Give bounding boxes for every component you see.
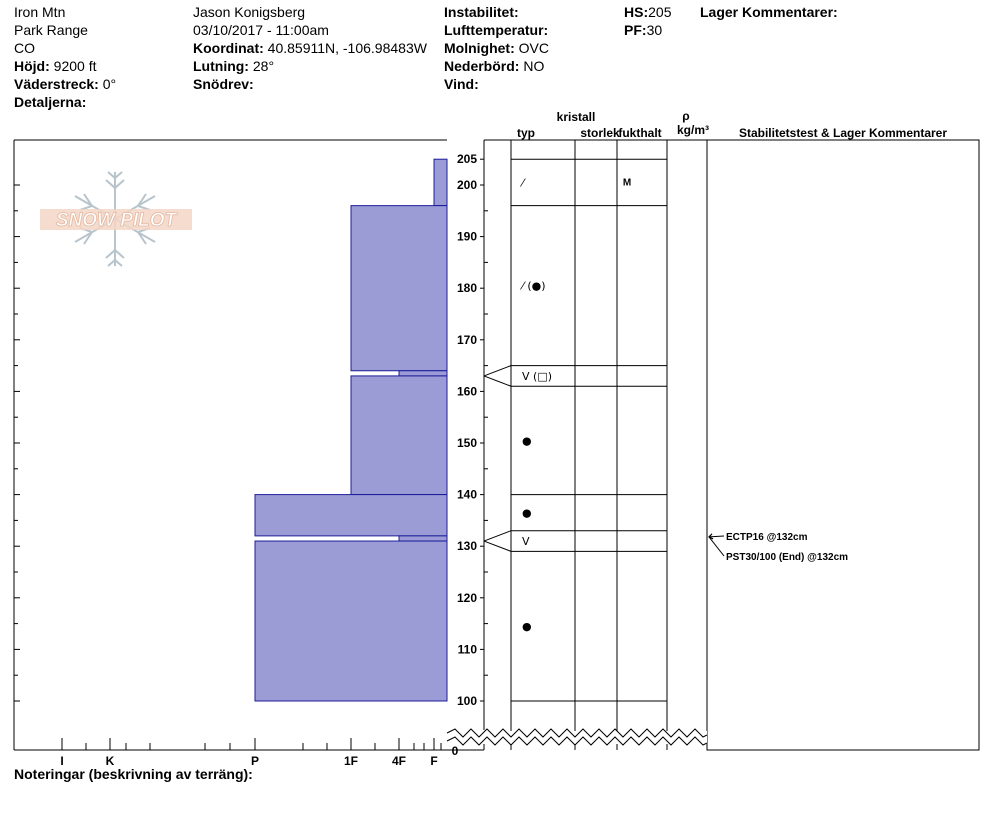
notes-label: Noteringar (beskrivning av terräng): [14, 766, 253, 782]
grain-symbol: ⁄ [522, 176, 524, 190]
hardness-tick-label: 1F [343, 754, 359, 768]
cloud-label: Molnighet: [444, 40, 515, 56]
height-tick-label: 110 [457, 642, 477, 657]
layer-connector [484, 531, 511, 541]
layer-connector [484, 366, 511, 376]
elevation-label: Höjd: [14, 58, 50, 74]
hs-label: HS: [624, 4, 649, 20]
range-name: Park Range [14, 22, 88, 38]
precip-label: Nederbörd: [444, 58, 520, 74]
axis-break-label: 0 [451, 744, 459, 758]
coordinates-label: Koordinat: [193, 40, 264, 56]
aspect-value: 0° [102, 76, 117, 92]
hardness-tick-label: P [250, 754, 260, 768]
height-tick-label: 200 [456, 178, 477, 192]
height-tick-label: 100 [456, 694, 477, 708]
state-name: CO [14, 40, 35, 56]
hardness-axis [14, 738, 441, 768]
hardness-bar [351, 376, 447, 495]
stability-pointer [709, 536, 724, 537]
hardness-bar [351, 206, 447, 371]
stability-test-label: PST30/100 (End) @132cm [726, 552, 849, 563]
snowpilot-logo [40, 172, 192, 266]
wind-label: Vind: [444, 76, 479, 92]
aspect-label: Väderstreck: [14, 76, 99, 92]
height-tick-label: 180 [456, 281, 477, 296]
hardness-bar [434, 159, 447, 205]
col-header-moisture: fukthalt [618, 126, 662, 140]
hardness-bars [255, 159, 447, 701]
precip-value: NO [523, 58, 545, 74]
layer-connector [484, 376, 511, 386]
height-tick-label: 190 [456, 229, 477, 244]
hardness-tick-label: 4F [391, 754, 407, 768]
pf-value: 30 [646, 22, 663, 38]
observation-datetime: 03/10/2017 - 11:00am [193, 22, 329, 38]
grain-symbol: ● [522, 620, 532, 634]
grain-symbol: ● [522, 434, 532, 448]
observer-name: Jason Konigsberg [193, 4, 306, 20]
slope-label: Lutning: [193, 58, 249, 74]
stability-pointer [709, 537, 724, 556]
height-tick-label: 130 [456, 539, 477, 554]
left-ticks [14, 185, 20, 701]
slope-value: 28° [252, 58, 275, 74]
cloud-value: OVC [518, 40, 549, 56]
col-header-type: typ [517, 126, 535, 140]
hardness-bar [255, 541, 447, 701]
col-header-size: storlek [580, 126, 620, 140]
hardness-bar [399, 536, 447, 541]
grain-symbol: V [522, 535, 530, 549]
col-header-crystal: kristall [556, 110, 596, 124]
logo-text: SNOW PILOT [55, 210, 177, 231]
height-tick-label: 140 [456, 487, 477, 502]
height-tick-label: 120 [456, 590, 477, 605]
stability-tests [709, 532, 848, 563]
layer-comments-label: Lager Kommentarer: [700, 4, 838, 20]
height-tick-label: 150 [456, 436, 477, 450]
height-tick-label: 170 [456, 332, 477, 347]
layer-table-frame [484, 140, 979, 750]
air-temp-label: Lufttemperatur: [444, 22, 549, 38]
details-label: Detaljerna: [14, 94, 87, 110]
height-tick-label: 160 [456, 384, 477, 399]
col-header-density-unit: kg/m³ [676, 123, 710, 137]
grain-symbol: ⁄ (●) [522, 279, 546, 293]
stability-test-label: ECTP16 @132cm [726, 532, 808, 543]
hs-value: 205 [648, 4, 672, 20]
instability-label: Instabilitet: [444, 4, 519, 20]
hardness-bar [399, 371, 447, 376]
hardness-tick-label: K [105, 754, 115, 768]
elevation-value: 9200 ft [53, 58, 97, 74]
grain-symbol: ● [522, 506, 532, 520]
grain-symbol: V (□) [522, 369, 552, 383]
layer-connector [484, 541, 511, 551]
hardness-tick-label: F [430, 754, 438, 768]
hardness-bar [255, 495, 447, 536]
coordinates-value: 40.85911N, -106.98483W [267, 40, 427, 56]
pf-label: PF: [624, 22, 647, 38]
axis-break [447, 729, 707, 745]
height-axis [457, 152, 667, 708]
col-header-stability: Stabilitetstest & Lager Kommentarer [738, 126, 948, 140]
col-header-rho: ρ [682, 109, 690, 123]
drift-label: Snödrev: [193, 76, 254, 92]
height-tick-label: 205 [456, 152, 477, 167]
location-name: Iron Mtn [14, 4, 66, 20]
hardness-tick-label: I [60, 754, 64, 768]
moisture-value: M [622, 177, 632, 189]
